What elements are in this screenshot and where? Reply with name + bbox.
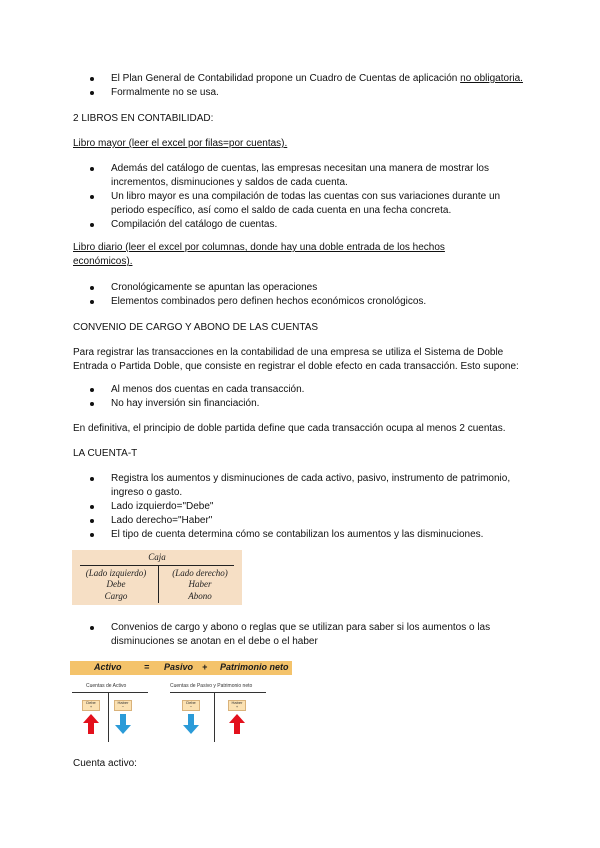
plus-sign: + [89, 704, 93, 709]
bullet-dot [90, 533, 94, 537]
libro-mayor-title: Libro mayor (leer el excel por filas=por cuentas). [73, 138, 288, 149]
t-rule-h [170, 692, 266, 693]
plus-sign: + [235, 704, 239, 709]
t-rule-v [108, 692, 109, 742]
t-rule-v [214, 692, 215, 742]
caja-left-cargo: Cargo [104, 591, 128, 601]
caja-t-account [72, 550, 242, 605]
caja-right-abono: Abono [188, 591, 212, 601]
arrow-down-icon [115, 714, 131, 734]
convenios-bullet-a: Convenios de cargo y abono o reglas que se utilizan para saber si los aumentos o las [111, 622, 491, 633]
bullet-dot [90, 300, 94, 304]
bullet-dot [90, 91, 94, 95]
caja-vertical-rule [158, 565, 159, 603]
accounting-equation-bar [70, 661, 292, 675]
equation-pasivo: Pasivo [164, 662, 194, 672]
equation-plus: + [202, 662, 208, 672]
libro-mayor-bullet-1a: Además del catálogo de cuentas, las empresas necesitan una manera de mostrar los [111, 163, 489, 174]
caja-right-label: (Lado derecho) [172, 568, 228, 578]
cuenta-t-bullet-4: El tipo de cuenta determina cómo se contabilizan los aumentos y las disminuciones. [111, 529, 484, 540]
bullet-dot [90, 167, 94, 171]
libro-diario-bullet-2: Elementos combinados pero definen hechos económicos cronológicos. [111, 296, 427, 307]
bullet-dot [90, 286, 94, 290]
convenio-bullet-2: No hay inversión sin financiación. [111, 398, 260, 409]
caja-horizontal-rule [80, 565, 234, 566]
convenio-bullet-1: Al menos dos cuentas en cada transacción. [111, 384, 305, 395]
minus-sign: − [121, 704, 125, 709]
intro-text: El Plan General de Contabilidad propone un Cuadro de Cuentas de aplicación [111, 73, 461, 84]
bullet-dot [90, 477, 94, 481]
cuenta-t-bullet-1b: ingreso o gasto. [111, 487, 183, 498]
underlined-text: no obligatoria. [460, 73, 523, 84]
arrow-down-icon [183, 714, 199, 734]
bullet-dot [90, 77, 94, 81]
section-heading-convenio: CONVENIO DE CARGO Y ABONO DE LAS CUENTAS [73, 322, 319, 333]
haber-label: Haber [117, 700, 129, 705]
bullet-dot [90, 519, 94, 523]
convenio-conclusion: En definitiva, el principio de doble partida define que cada transacción ocupa al menos 2 cuentas. [73, 423, 506, 434]
t-account-activo-caption: Cuentas de Activo [86, 683, 127, 689]
bullet-dot [90, 505, 94, 509]
arrow-up-icon [229, 714, 245, 734]
intro-bullet-1 [111, 72, 523, 85]
equation-equals: = [144, 662, 150, 672]
convenio-paragraph-1: Para registrar las transacciones en la contabilidad de una empresa se utiliza el Sistema de Doble [73, 347, 504, 358]
section-heading-libros: 2 LIBROS EN CONTABILIDAD: [73, 113, 214, 124]
caja-right-haber: Haber [188, 579, 212, 589]
t-account-pasivo [168, 683, 268, 743]
debe-tag [182, 700, 200, 711]
bullet-dot [90, 223, 94, 227]
cuenta-t-bullet-2: Lado izquierdo="Debe" [111, 501, 214, 512]
libro-mayor-bullet-2b: periodo específico, así como el saldo de cada cuenta en una fecha concreta. [111, 205, 452, 216]
debe-tag [82, 700, 100, 711]
arrow-up-icon [83, 714, 99, 734]
t-account-activo [70, 683, 150, 743]
minus-sign: − [189, 704, 193, 709]
caja-title: Caja [148, 552, 166, 562]
bullet-dot [90, 195, 94, 199]
libro-mayor-bullet-3: Compilación del catálogo de cuentas. [111, 219, 278, 230]
cuenta-activo-heading: Cuenta activo: [73, 758, 137, 769]
caja-left-debe: Debe [106, 579, 126, 589]
equation-activo: Activo [94, 662, 122, 672]
cuenta-t-bullet-1a: Registra los aumentos y disminuciones de cada activo, pasivo, instrumento de patrimonio, [111, 473, 511, 484]
libro-diario-title-2: económicos). [73, 256, 133, 267]
haber-label: Haber [231, 700, 243, 705]
debe-label: Debe [86, 700, 96, 705]
t-account-pasivo-caption: Cuentas de Pasivo y Patrimonio neto [170, 683, 253, 689]
debe-label: Debe [186, 700, 196, 705]
libro-mayor-bullet-2a: Un libro mayor es una compilación de todas las cuentas con sus variaciones durante un [111, 191, 501, 202]
libro-mayor-bullet-1b: incrementos, disminuciones y saldos de cada cuenta. [111, 177, 348, 188]
convenios-bullet-b: disminuciones se anotan en el debe o el haber [111, 636, 318, 647]
haber-tag [114, 700, 132, 711]
cuenta-t-bullet-3: Lado derecho="Haber" [111, 515, 213, 526]
t-rule-h [72, 692, 148, 693]
haber-tag [228, 700, 246, 711]
libro-diario-bullet-1: Cronológicamente se apuntan las operaciones [111, 282, 318, 293]
bullet-dot [90, 626, 94, 630]
bullet-dot [90, 402, 94, 406]
caja-left-label: (Lado izquierdo) [85, 568, 147, 578]
convenio-paragraph-2: Entrada o Partida Doble, que consiste en registrar el doble efecto en cada transacción. Esto supone: [73, 361, 519, 372]
intro-bullet-2: Formalmente no se usa. [111, 87, 219, 98]
bullet-dot [90, 388, 94, 392]
section-heading-cuenta-t: LA CUENTA-T [73, 448, 138, 459]
equation-patrimonio: Patrimonio neto [220, 662, 289, 672]
libro-diario-title-1: Libro diario (leer el excel por columnas, donde hay una doble entrada de los hechos [73, 242, 445, 253]
